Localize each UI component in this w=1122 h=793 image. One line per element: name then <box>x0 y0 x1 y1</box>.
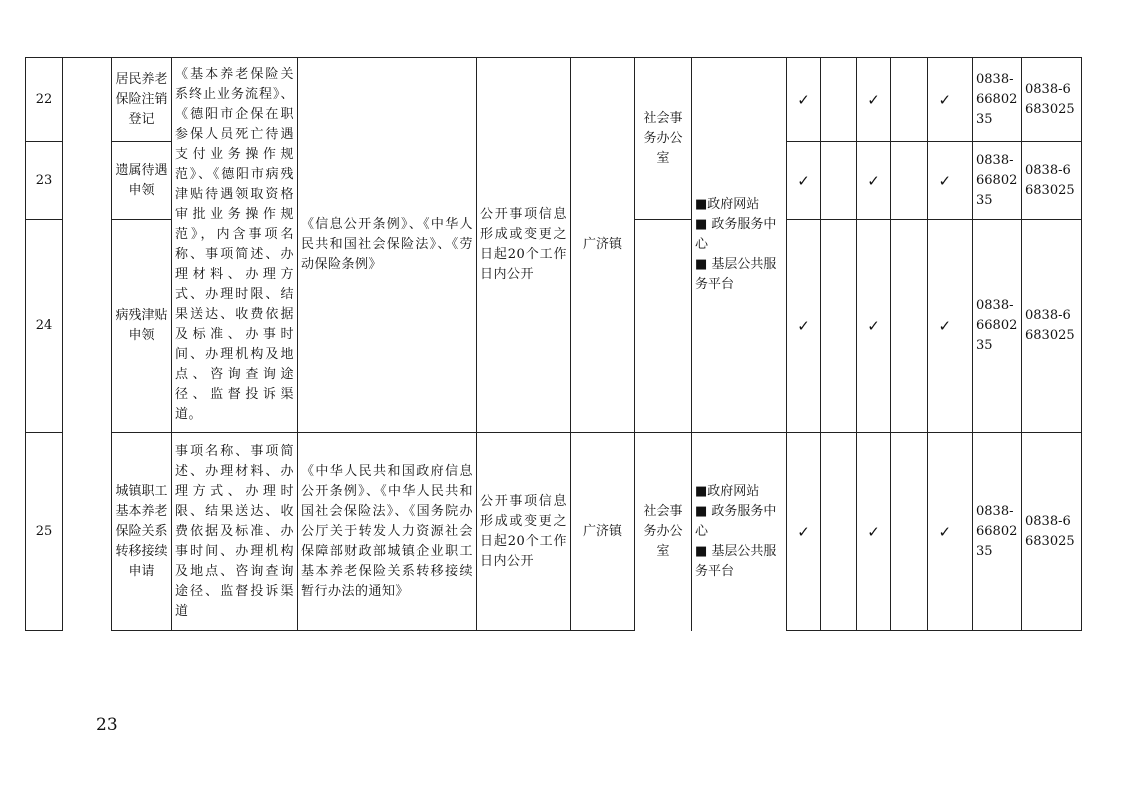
timing-cell: 公开事项信息形成或变更之日起20个工作日内公开 <box>477 433 571 631</box>
empty-cell <box>891 220 928 433</box>
subject-cell: 广济镇 <box>571 433 635 631</box>
office-cell: 社会事务办公室 <box>635 433 692 631</box>
channel-item: ■ 基层公共服务平台 <box>695 257 777 292</box>
channel-item: ■政府网站 <box>695 483 760 499</box>
phone-b: 0838-6683025 <box>1022 433 1082 631</box>
phone-a: 0838-6680235 <box>973 58 1022 142</box>
channel-item: ■ 基层公共服务平台 <box>695 543 777 579</box>
check-mark: ✓ <box>787 58 821 142</box>
channel-item: ■ 政务服务中心 <box>695 217 777 252</box>
channel-item: ■ 政务服务中心 <box>695 503 777 539</box>
empty-cell <box>962 433 973 631</box>
check-mark: ✓ <box>928 142 962 220</box>
item-name: 遗属待遇申领 <box>112 142 172 220</box>
empty-cell <box>962 58 973 142</box>
empty-cell <box>962 220 973 433</box>
check-mark: ✓ <box>857 142 891 220</box>
empty-cell <box>821 142 857 220</box>
empty-cell <box>891 142 928 220</box>
table-row <box>26 58 1082 142</box>
subject-cell: 广济镇 <box>571 58 635 433</box>
check-mark: ✓ <box>787 142 821 220</box>
basis-cell: 《信息公开条例》、《中华人民共和国社会保险法》、《劳动保险条例》 <box>298 58 477 433</box>
check-mark: ✓ <box>928 220 962 433</box>
check-mark: ✓ <box>787 220 821 433</box>
phone-a: 0838-6680235 <box>973 142 1022 220</box>
empty-cell <box>821 58 857 142</box>
page-number: 23 <box>96 715 118 735</box>
row-number: 25 <box>26 433 63 631</box>
empty-cell <box>635 220 692 433</box>
check-mark: ✓ <box>787 433 821 631</box>
timing-cell: 公开事项信息形成或变更之日起20个工作日内公开 <box>477 58 571 433</box>
channel-item: ■政府网站 <box>695 197 760 212</box>
row-number: 22 <box>26 58 63 142</box>
empty-cell <box>63 58 112 631</box>
empty-cell <box>962 142 973 220</box>
phone-b: 0838-6683025 <box>1022 220 1082 433</box>
row-number: 23 <box>26 142 63 220</box>
content-cell: 《基本养老保险关系终止业务流程》、《德阳市企保在职参保人员死亡待遇支付业务操作规范》、《德阳市病残津贴待遇领取资格审批业务操作规范》，内含事项名称、事项简述、办理材料、办理方式、办理时限、结果送达、收费依据及标准、办事时间、办理机构及地点、咨询查询途径、监督投诉渠道。 <box>172 58 298 433</box>
basis-cell: 《中华人民共和国政府信息公开条例》、《中华人民共和国社会保险法》、《国务院办公厅关于转发人力资源社会保障部财政部城镇企业职工基本养老保险关系转移接续暂行办法的通知》 <box>298 433 477 631</box>
channels-cell <box>692 433 787 631</box>
phone-a: 0838-6680235 <box>973 433 1022 631</box>
channels-cell <box>692 58 787 433</box>
check-mark: ✓ <box>857 433 891 631</box>
disclosure-table <box>25 57 1082 631</box>
phone-b: 0838-6683025 <box>1022 58 1082 142</box>
office-cell: 社会事务办公室 <box>635 58 692 220</box>
empty-cell <box>821 220 857 433</box>
table-row <box>26 433 1082 631</box>
phone-a: 0838-6680235 <box>973 220 1022 433</box>
content-cell: 事项名称、事项简述、办理材料、办理方式、办理时限、结果送达、收费依据及标准、办事时间、办理机构及地点、咨询查询途径、监督投诉渠道 <box>172 433 298 631</box>
check-mark: ✓ <box>928 433 962 631</box>
item-name: 居民养老保险注销登记 <box>112 58 172 142</box>
check-mark: ✓ <box>928 58 962 142</box>
row-number: 24 <box>26 220 63 433</box>
item-name: 病残津贴申领 <box>112 220 172 433</box>
empty-cell <box>891 433 928 631</box>
check-mark: ✓ <box>857 220 891 433</box>
phone-b: 0838-6683025 <box>1022 142 1082 220</box>
check-mark: ✓ <box>857 58 891 142</box>
empty-cell <box>821 433 857 631</box>
item-name: 城镇职工基本养老保险关系转移接续申请 <box>112 433 172 631</box>
empty-cell <box>891 58 928 142</box>
